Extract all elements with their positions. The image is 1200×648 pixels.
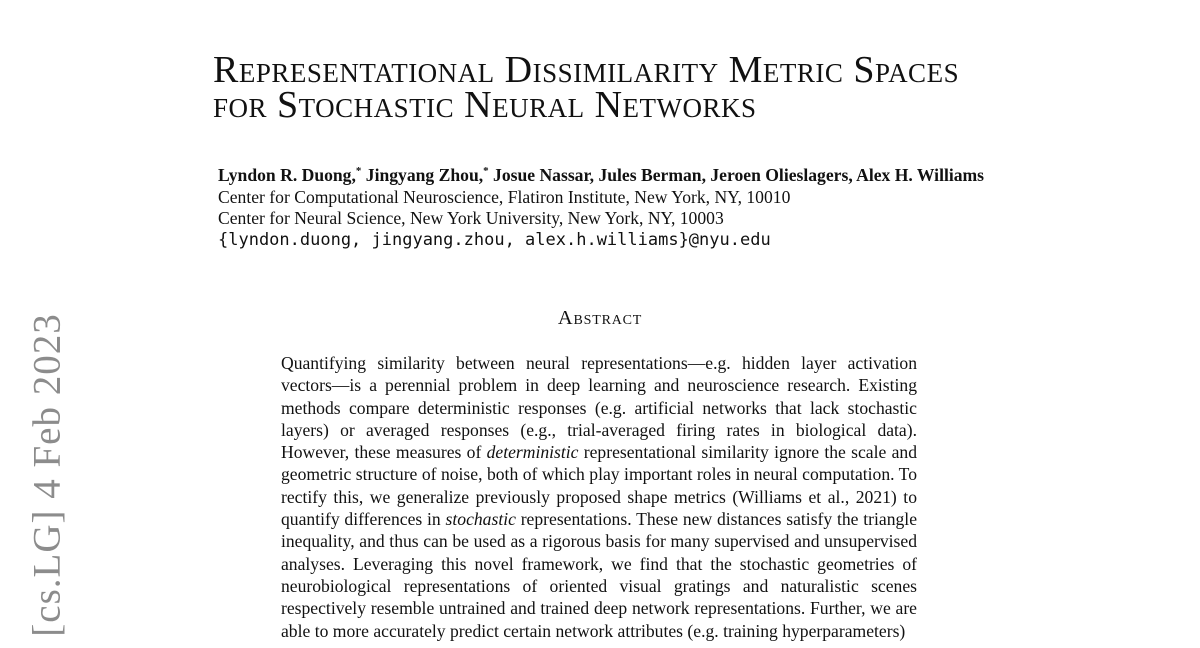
affiliation-flatiron: Center for Computational Neuroscience, Flatiron Institute, New York, NY, 10010	[218, 186, 791, 207]
paper-title	[213, 49, 960, 126]
author-emails: {lyndon.duong, jingyang.zhou, alex.h.williams}@nyu.edu	[218, 229, 771, 250]
affiliation-nyu: Center for Neural Science, New York University, New York, NY, 10003	[218, 208, 724, 229]
abstract-body: Quantifying similarity between neural representations—e.g. hidden layer activation vectors—is a perennial problem in deep learning and neuroscience research. Existing methods compare deterministic responses (e.g. artificial networks that lack stochastic layers) or averaged responses (e.g., trial-averaged firing rates in biological data). However, these measures of deterministic representational similarity ignore the scale and geometric structure of noise, both of which play important roles in neural computation. To rectify this, we generalize previously proposed shape metrics (Williams et al., 2021) to quantify differences in stochastic representations. These new distances satisfy the triangle inequality, and thus can be used as a rigorous basis for many supervised and unsupervised analyses. Leveraging this novel framework, we find that the stochastic geometries of neurobiological representations of oriented visual gratings and naturalistic scenes respectively resemble untrained and trained deep network representations. Further, we are able to more accurately predict certain network attributes (e.g. training hyperparameters)	[281, 353, 918, 641]
paper-title-line-2: for Stochastic Neural Networks	[213, 84, 757, 126]
author-names: Lyndon R. Duong,* Jingyang Zhou,* Josue Nassar, Jules Berman, Jeroen Olieslagers, Alex H. Williams	[218, 164, 985, 185]
abstract-heading: Abstract	[557, 307, 643, 329]
arxiv-category-stamp: [cs.LG] 4 Feb 2023	[25, 313, 69, 637]
author-block	[218, 161, 984, 252]
paper-title-line-1: Representational Dissimilarity Metric Spaces	[213, 49, 960, 91]
